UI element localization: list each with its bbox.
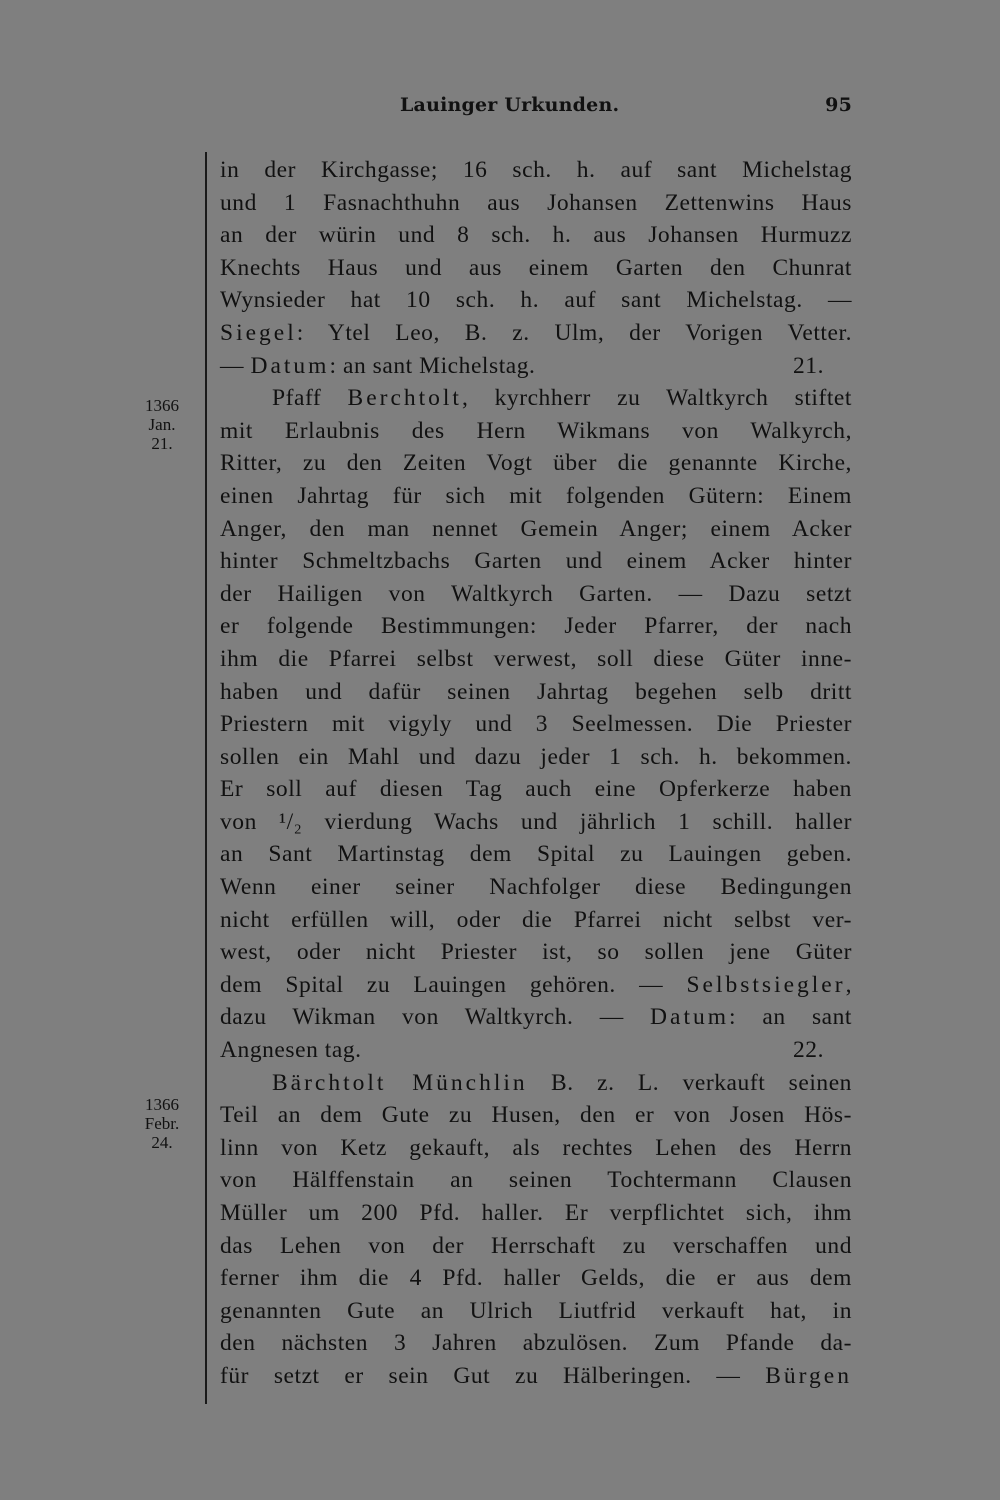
margin-date-year: 1366 (145, 396, 179, 415)
text-line: für setzt er sein Gut zu Hälberingen. — Bürgen (220, 1362, 852, 1389)
text-line: von ¹/₂ vierdung Wachs und jährlich 1 schill. haller (220, 808, 852, 835)
text-line: Anger, den man nennet Gemein Anger; einem Acker (220, 515, 852, 542)
person-name: Bärchtolt Münchlin (272, 1069, 528, 1096)
page-number: 95 (825, 94, 852, 116)
running-head (220, 94, 852, 124)
entry-number: 21. (792, 352, 824, 379)
text-line: der Hailigen von Waltkyrch Garten. — Dazu setzt (220, 580, 852, 607)
text-line (220, 317, 852, 350)
text-line: Wynsieder hat 10 sch. h. auf sant Michelstag. — (220, 287, 852, 314)
text-line: und 1 Fasnachthuhn aus Johansen Zettenwins Haus (220, 189, 852, 216)
text-line: genannten Gute an Ulrich Liutfrid verkauft hat, in (220, 1297, 852, 1324)
text-line: Teil an dem Gute zu Husen, den er von Josen Hös- (220, 1102, 852, 1129)
text-line: von Hälffenstain an seinen Tochtermann Clausen (220, 1167, 852, 1194)
text-line: ihm die Pfarrei selbst verwest, soll diese Güter inne- (220, 645, 852, 672)
text-line: Ritter, zu den Zeiten Vogt über die genannte Kirche, (220, 450, 852, 477)
siegel-label: Siegel (220, 319, 297, 346)
text-line: er folgende Bestimmungen: Jeder Pfarrer, der nach (220, 613, 852, 640)
text-line: — Datum: an sant Michelstag. 21. (220, 350, 852, 383)
margin-date-day: 24. (151, 1133, 173, 1152)
datum-text: : an sant (729, 1004, 853, 1031)
margin-date-day: 21. (151, 434, 173, 453)
margin-date-2 (118, 1095, 206, 1152)
selbstsiegler-label: Selbstsiegler (686, 971, 846, 998)
text-line: an der würin und 8 sch. h. aus Johansen Hurmuzz (220, 222, 852, 249)
text-line: Angnesen tag. 22. (220, 1034, 852, 1067)
margin-date-1 (118, 396, 206, 453)
text-line: Müller um 200 Pfd. haller. Er verpflichtet sich, ihm (220, 1200, 852, 1226)
person-name: Berchtolt (347, 385, 462, 412)
text-line: mit Erlaubnis des Hern Wikmans von Walkyrch, (220, 417, 852, 444)
margin-date-month: Jan. (148, 415, 176, 434)
body-text (220, 154, 852, 1393)
text-line: Pfaff Berchtolt, kyrchherr zu Waltkyrch stiftet (272, 385, 852, 412)
datum-label: Datum (250, 352, 330, 379)
text-line: das Lehen von der Herrschaft zu verschaffen und (220, 1232, 852, 1259)
text-line: nicht erfüllen will, oder die Pfarrei nicht selbst ver- (220, 906, 852, 933)
text-line: Wenn einer seiner Nachfolger diese Bedingungen (220, 874, 852, 901)
entry-number: 22. (792, 1037, 824, 1064)
text-line: Bärchtolt Münchlin B. z. L. verkauft seinen (272, 1069, 852, 1096)
siegel-text: : Ytel Leo, B. z. Ulm, der Vorigen Vetter. (296, 319, 852, 346)
text-line: den nächsten 3 Jahren abzulösen. Zum Pfande da- (220, 1330, 852, 1357)
margin-rule (205, 152, 207, 1404)
running-title: Lauinger Urkunden. (400, 94, 620, 116)
margin-date-month: Febr. (144, 1114, 180, 1133)
text-line: Er soll auf diesen Tag auch eine Opferkerze haben (220, 776, 852, 803)
buergen-label: Bürgen (765, 1362, 852, 1389)
text-line: dem Spital zu Lauingen gehören. — Selbstsiegler, (220, 971, 852, 998)
text-line: an Sant Martinstag dem Spital zu Lauingen geben. (220, 841, 852, 868)
text-line: hinter Schmeltzbachs Garten und einem Acker hinter (220, 548, 852, 575)
text-line: ferner ihm die 4 Pfd. haller Gelds, die er aus dem (220, 1265, 852, 1292)
text-line: west, oder nicht Priester ist, so sollen jene Güter (220, 939, 852, 966)
datum-text: : an sant Michelstag. (329, 352, 536, 379)
margin-date-year: 1366 (145, 1095, 179, 1114)
text-line: linn von Ketz gekauft, als rechtes Lehen des Herrn (220, 1134, 852, 1161)
text-line: sollen ein Mahl und dazu jeder 1 sch. h. bekommen. (220, 743, 852, 770)
text-line: in der Kirchgasse; 16 sch. h. auf sant Michelstag (220, 157, 852, 183)
text-line: Priestern mit vigyly und 3 Seelmessen. Die Priester (220, 711, 852, 738)
text-line: einen Jahrtag für sich mit folgenden Gütern: Einem (220, 482, 852, 509)
datum-label: Datum (650, 1004, 730, 1031)
text-line: dazu Wikman von Waltkyrch. — Datum: an sant (220, 1004, 853, 1031)
text-line: haben und dafür seinen Jahrtag begehen selb dritt (220, 678, 852, 705)
text-line: Knechts Haus und aus einem Garten den Chunrat (220, 254, 852, 281)
